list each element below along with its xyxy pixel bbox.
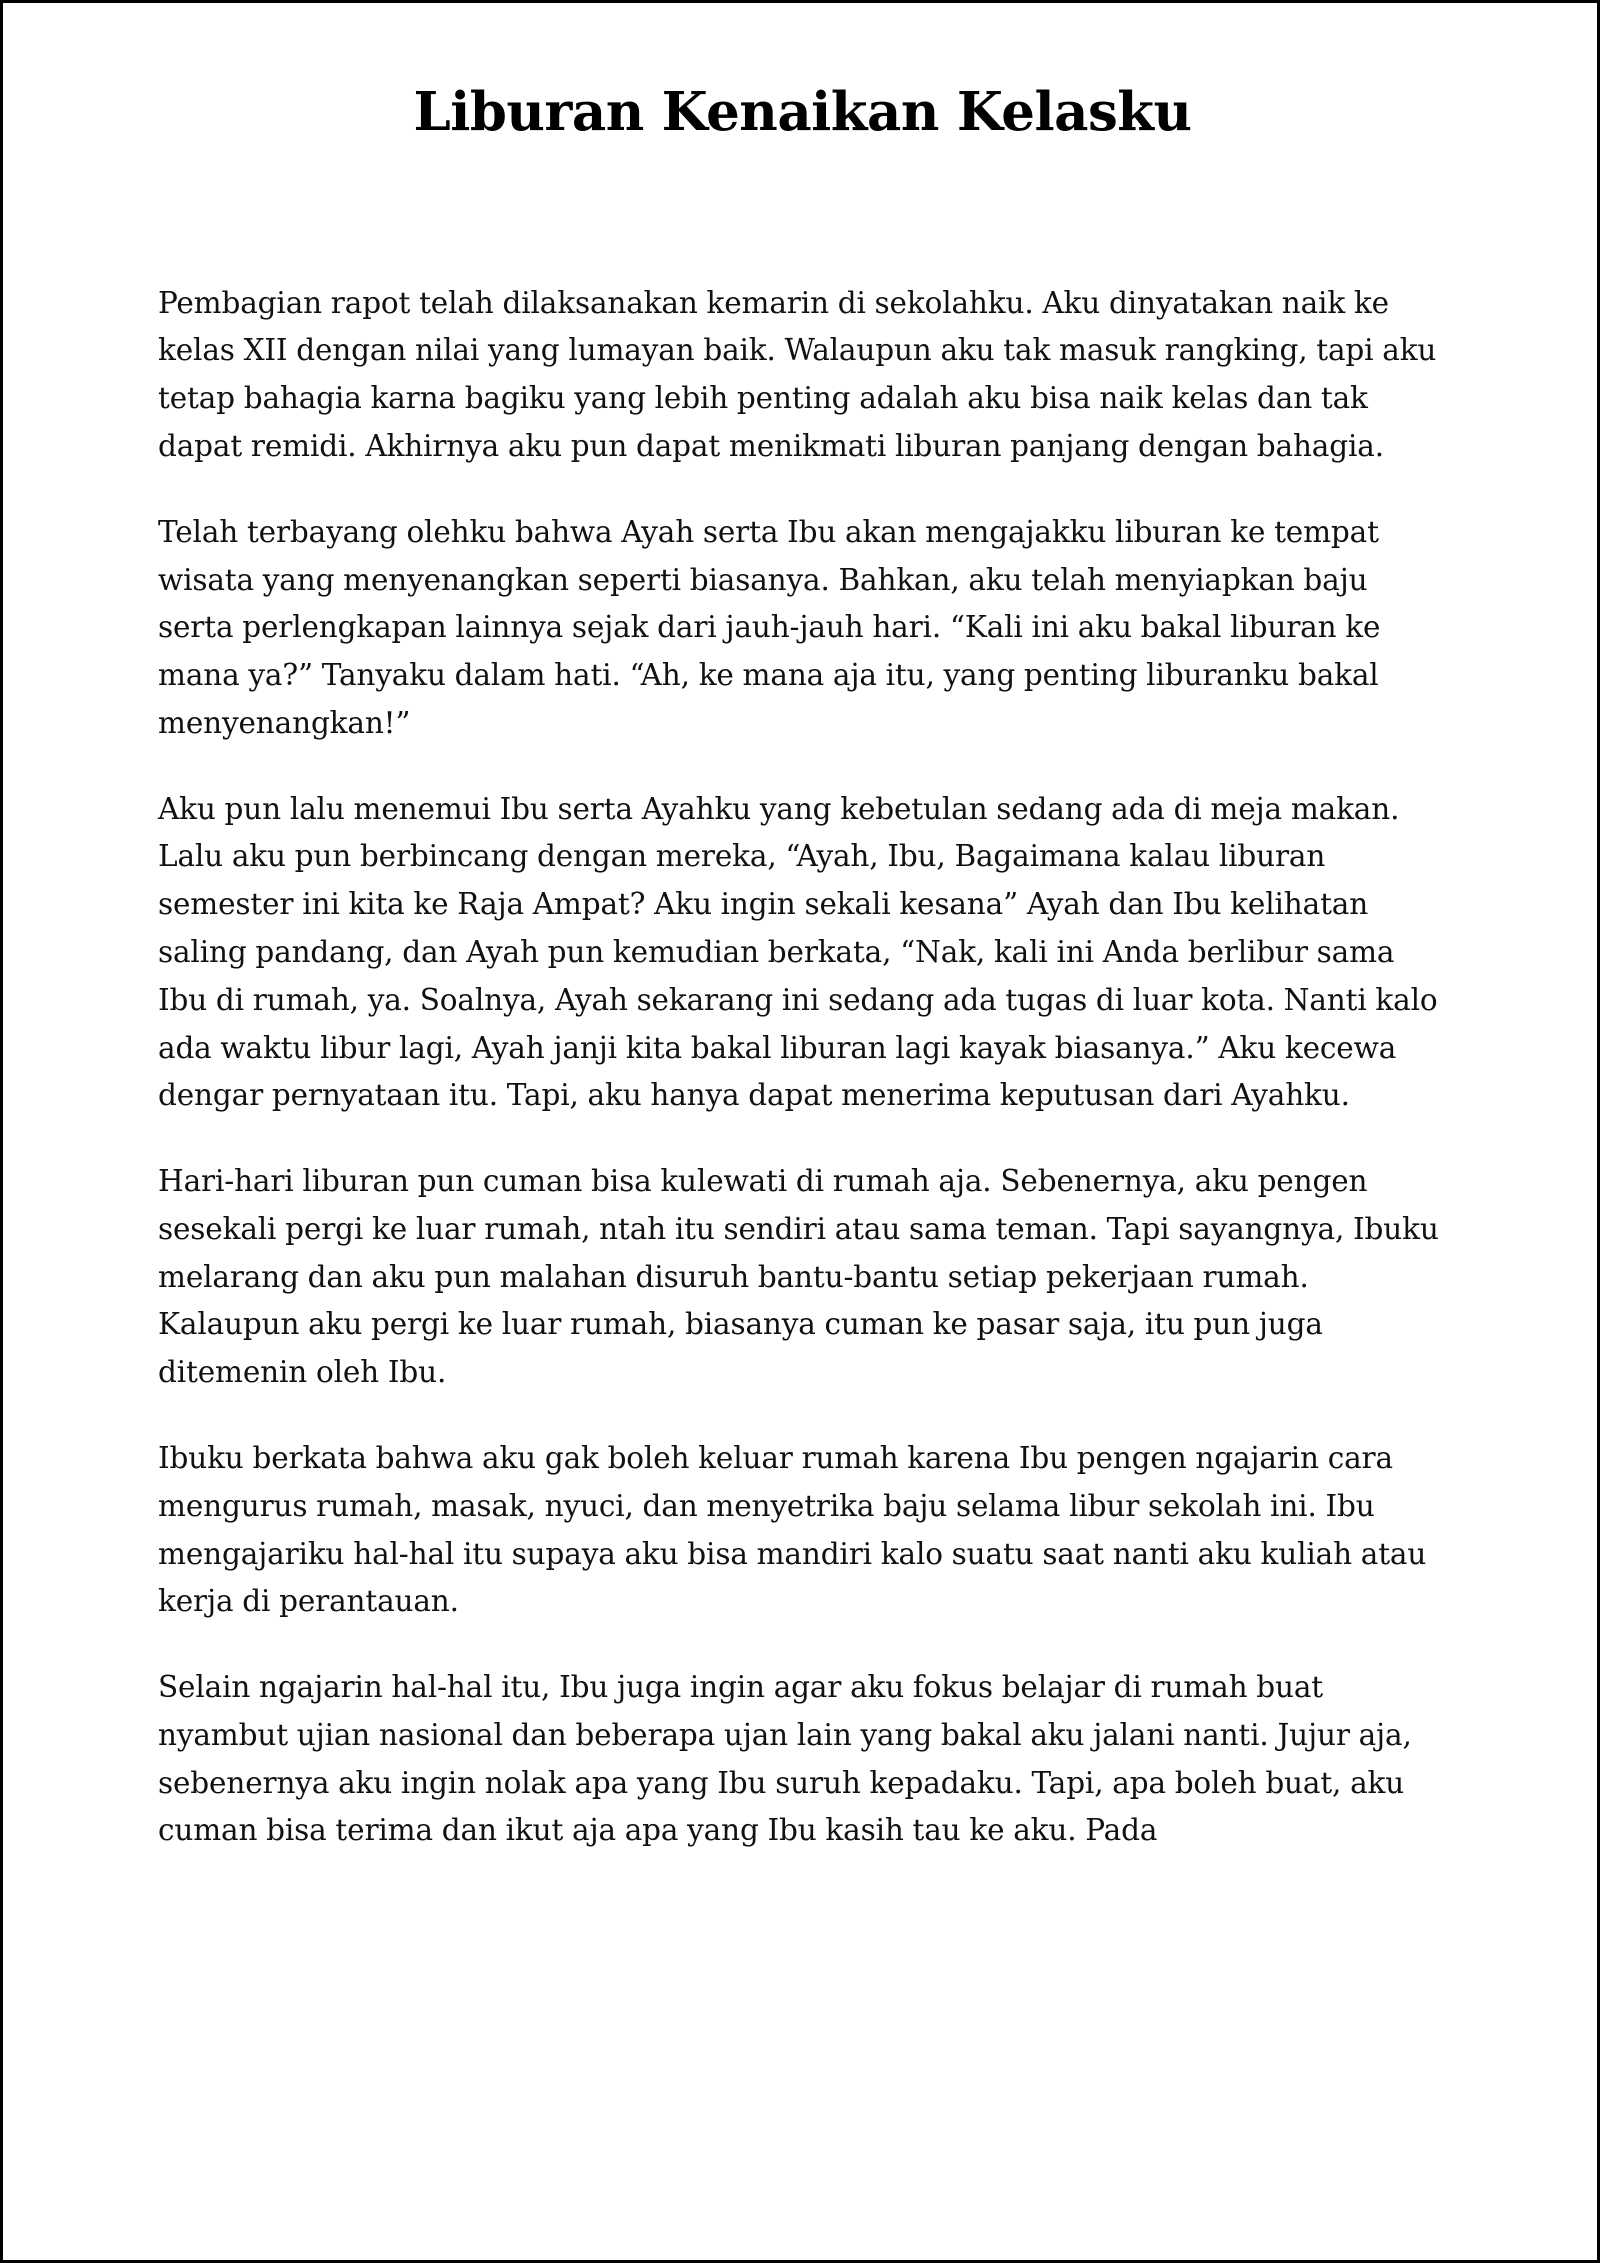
paragraph-3: Aku pun lalu menemui Ibu serta Ayahku yang kebetulan sedang ada di meja makan. Lalu aku pun berbincang dengan mereka, “Ayah, Ibu, Bagaimana kalau liburan semester ini kita ke Raja Ampat? Aku ingin sekali kesana” Ayah dan Ibu kelihatan saling pandang, dan Ayah pun kemudian berkata, “Nak, kali ini Anda berlibur sama Ibu di rumah, ya. Soalnya, Ayah sekarang ini sedang ada tugas di luar kota. Nanti kalo ada waktu libur lagi, Ayah janji kita bakal liburan lagi kayak biasanya.” Aku kecewa dengar pernyataan itu. Tapi, aku hanya dapat menerima keputusan dari Ayahku.: [158, 791, 1438, 1113]
paragraph-1: Pembagian rapot telah dilaksanakan kemarin di sekolahku. Aku dinyatakan naik ke kelas XII dengan nilai yang lumayan baik. Walaupun aku tak masuk rangking, tapi aku tetap bahagia karna bagiku yang lebih penting adalah aku bisa naik kelas dan tak dapat remidi. Akhirnya aku pun dapat menikmati liburan panjang dengan bahagia.: [158, 285, 1437, 463]
document-content: [3, 3, 1597, 2260]
paragraph-6: Selain ngajarin hal-hal itu, Ibu juga ingin agar aku fokus belajar di rumah buat nyambut ujian nasional dan beberapa ujan lain yang bakal aku jalani nanti. Jujur aja, sebenernya aku ingin nolak apa yang Ibu suruh kepadaku. Tapi, apa boleh buat, aku cuman bisa terima dan ikut aja apa yang Ibu kasih tau ke aku. Pada: [158, 1670, 1412, 1848]
document-body: [158, 280, 1447, 1856]
paragraph-2: Telah terbayang olehku bahwa Ayah serta Ibu akan mengajakku liburan ke tempat wisata yang menyenangkan seperti biasanya. Bahkan, aku telah menyiapkan baju serta perlengkapan lainnya sejak dari jauh-jauh hari. “Kali ini aku bakal liburan ke mana ya?” Tanyaku dalam hati. “Ah, ke mana aja itu, yang penting liburanku bakal menyenangkan!”: [158, 514, 1381, 740]
page-title: Liburan Kenaikan Kelasku: [413, 81, 1192, 143]
paragraph-5: Ibuku berkata bahwa aku gak boleh keluar rumah karena Ibu pengen ngajarin cara mengurus rumah, masak, nyuci, dan menyetrika baju selama libur sekolah ini. Ibu mengajariku hal-hal itu supaya aku bisa mandiri kalo suatu saat nanti aku kuliah atau kerja di perantauan.: [158, 1441, 1427, 1619]
paragraph-4: Hari-hari liburan pun cuman bisa kulewati di rumah aja. Sebenernya, aku pengen sesekali pergi ke luar rumah, ntah itu sendiri atau sama teman. Tapi sayangnya, Ibuku melarang dan aku pun malahan disuruh bantu-bantu setiap pekerjaan rumah. Kalaupun aku pergi ke luar rumah, biasanya cuman ke pasar saja, itu pun juga ditemenin oleh Ibu.: [158, 1164, 1439, 1390]
